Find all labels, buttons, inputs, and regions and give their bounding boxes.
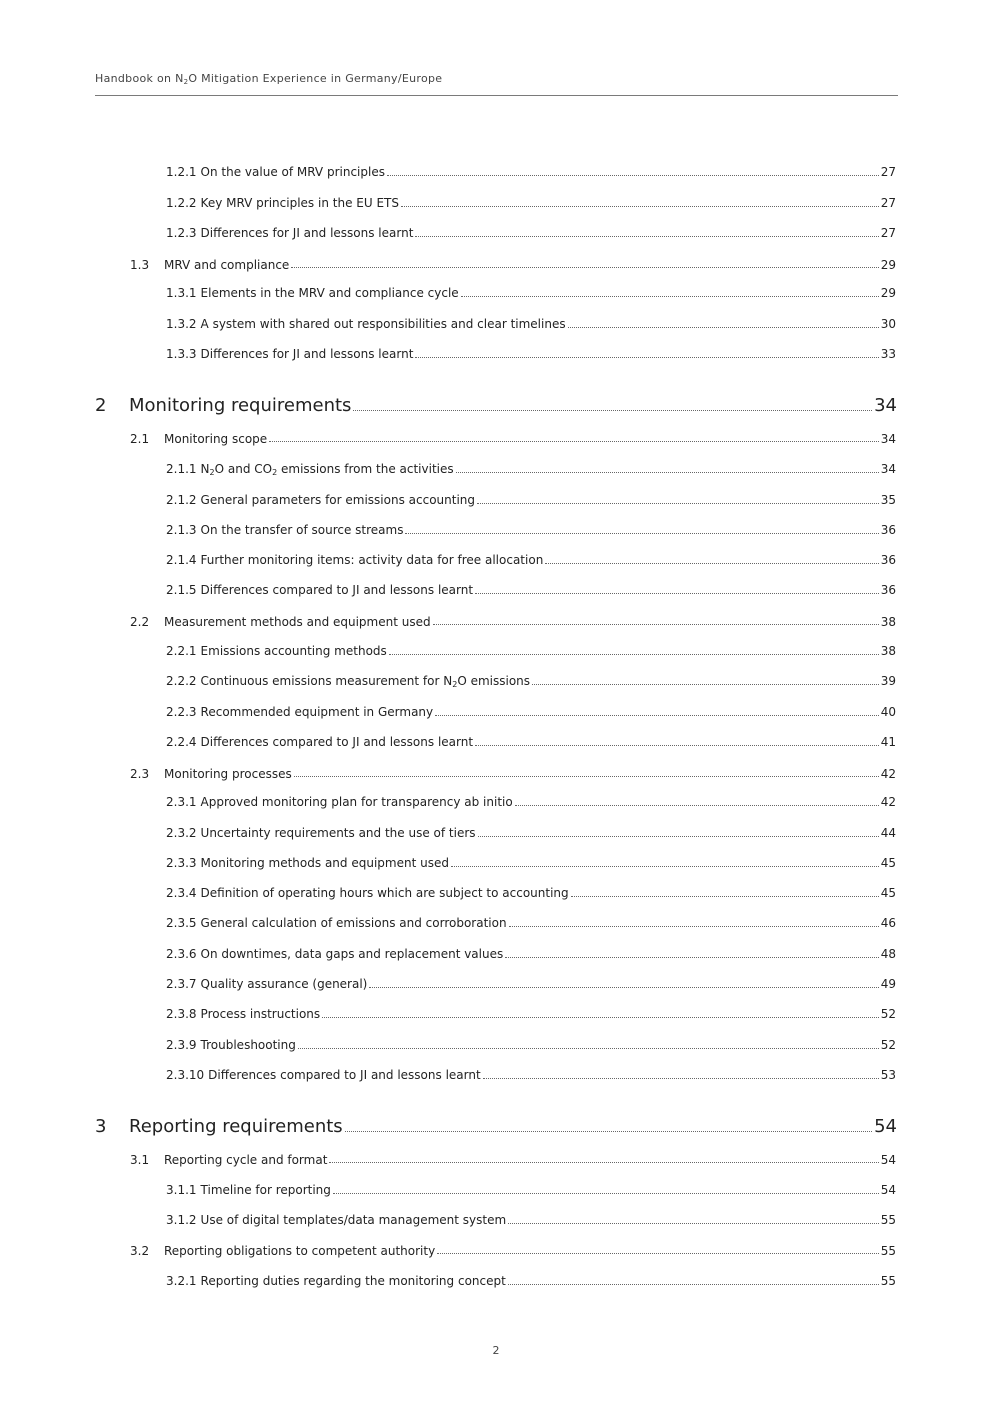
- toc-entry-title: On the transfer of source streams: [200, 523, 404, 537]
- toc-entry[interactable]: [166, 286, 896, 300]
- toc-entry-number: 1.2.3: [166, 226, 197, 240]
- toc-entry-page: 39: [880, 674, 896, 688]
- toc-entry[interactable]: [130, 1153, 896, 1167]
- toc-entry[interactable]: [95, 1116, 897, 1137]
- toc-entry-title: [201, 674, 530, 688]
- toc-entry-page: 30: [880, 317, 896, 331]
- toc-entry-title: Differences compared to JI and lessons learnt: [200, 583, 474, 597]
- toc-entry[interactable]: [130, 1244, 896, 1258]
- toc-entry[interactable]: [130, 258, 896, 272]
- toc-entry-label: [166, 583, 473, 597]
- toc-entry-title: Monitoring methods and equipment used: [200, 856, 449, 870]
- toc-entry-number: 1.3.1: [166, 286, 197, 300]
- toc-entry-page: 36: [880, 583, 896, 597]
- toc-entry-title: Differences for JI and lessons learnt: [200, 226, 414, 240]
- toc-entry-number: 2.3.4: [166, 886, 197, 900]
- toc-entry-label: [166, 795, 513, 809]
- toc-entry-title: Reporting requirements: [129, 1116, 343, 1137]
- toc-entry-page: 54: [880, 1183, 896, 1197]
- toc-entry-page: 29: [880, 286, 896, 300]
- toc-leader-dots: [415, 235, 878, 237]
- toc-entry-number: 2.3.10: [166, 1068, 205, 1082]
- toc-entry-page: 40: [880, 705, 896, 719]
- toc-entry-label: [166, 1183, 331, 1197]
- toc-entry-title: On downtimes, data gaps and replacement values: [200, 947, 504, 961]
- toc-entry-title-part: Continuous emissions measurement for N: [200, 674, 453, 688]
- toc-entry-number: 2.3.7: [166, 977, 197, 991]
- toc-entry-title: Reporting obligations to competent authority: [164, 1244, 436, 1258]
- toc-entry[interactable]: [166, 674, 896, 688]
- toc-entry-title: Differences for JI and lessons learnt: [200, 347, 414, 361]
- toc-entry-title: Monitoring scope: [164, 432, 268, 446]
- toc-entry-title: MRV and compliance: [164, 258, 290, 272]
- toc-entry-title: Measurement methods and equipment used: [164, 615, 431, 629]
- toc-leader-dots: [437, 1252, 879, 1254]
- toc-entry-number: 2.3.3: [166, 856, 197, 870]
- toc-entry-title: Differences compared to JI and lessons learnt: [208, 1068, 481, 1082]
- toc-entry[interactable]: [166, 795, 896, 809]
- toc-entry-label: [166, 916, 507, 930]
- header-title-part: O Mitigation Experience in Germany/Europe: [188, 72, 443, 85]
- toc-entry-number: 2.1.3: [166, 523, 197, 537]
- toc-entry[interactable]: [166, 1038, 896, 1052]
- toc-leader-dots: [509, 925, 879, 927]
- toc-entry-label: [166, 286, 459, 300]
- toc-entry-number: 2.3.2: [166, 826, 197, 840]
- toc-leader-dots: [389, 653, 879, 655]
- toc-entry[interactable]: [166, 977, 896, 991]
- toc-entry-title: Differences compared to JI and lessons learnt: [200, 735, 474, 749]
- toc-entry[interactable]: [166, 705, 896, 719]
- toc-entry-number: 1.2.2: [166, 196, 197, 210]
- toc-entry-label: [166, 553, 543, 567]
- toc-entry-label: [166, 1213, 506, 1227]
- toc-entry[interactable]: [166, 583, 896, 597]
- toc-entry-title-part: O emissions: [457, 674, 531, 688]
- toc-entry-number: 3.1: [130, 1153, 150, 1167]
- toc-entry-page: 45: [880, 856, 896, 870]
- toc-entry-page: 55: [880, 1244, 896, 1258]
- toc-entry-title-part: N: [200, 462, 210, 476]
- toc-entry-label: [166, 462, 454, 476]
- toc-entry-number: 3.1.1: [166, 1183, 197, 1197]
- toc-entry-label: [166, 165, 385, 179]
- toc-entry[interactable]: [166, 226, 896, 240]
- toc-entry[interactable]: [166, 916, 896, 930]
- toc-entry-number: 3: [95, 1116, 107, 1137]
- toc-leader-dots: [433, 623, 879, 625]
- toc-leader-dots: [515, 804, 879, 806]
- toc-entry-number: 3.2.1: [166, 1274, 197, 1288]
- toc-entry-title: Quality assurance (general): [200, 977, 368, 991]
- toc-entry-title: Elements in the MRV and compliance cycle: [200, 286, 459, 300]
- toc-entry[interactable]: [166, 1213, 896, 1227]
- toc-entry-title-subscript: 2: [272, 468, 278, 477]
- toc-entry-page: 33: [880, 347, 896, 361]
- toc-entry-number: 2.2: [130, 615, 150, 629]
- toc-entry[interactable]: [166, 1068, 896, 1082]
- toc-entry-title: Uncertainty requirements and the use of tiers: [200, 826, 476, 840]
- toc-entry-label: [166, 196, 399, 210]
- toc-entry[interactable]: [166, 1007, 896, 1021]
- toc-entry[interactable]: [166, 1183, 896, 1197]
- toc-entry-label: [166, 735, 473, 749]
- toc-entry-number: 1.3: [130, 258, 150, 272]
- toc-entry[interactable]: [166, 317, 896, 331]
- toc-entry-title: Troubleshooting: [200, 1038, 296, 1052]
- toc-entry-number: 1.3.3: [166, 347, 197, 361]
- toc-leader-dots: [415, 356, 878, 358]
- toc-entry[interactable]: [166, 493, 896, 507]
- toc-leader-dots: [298, 1047, 879, 1049]
- toc-entry-page: 41: [880, 735, 896, 749]
- toc-entry-label: [166, 1038, 296, 1052]
- header-rule: [95, 95, 898, 96]
- toc-entry[interactable]: [130, 767, 896, 781]
- toc-leader-dots: [508, 1222, 879, 1224]
- page-number: 2: [492, 1344, 500, 1357]
- toc-entry-label: [166, 226, 413, 240]
- toc-entry-number: 1.2.1: [166, 165, 197, 179]
- toc-leader-dots: [387, 174, 879, 176]
- toc-entry[interactable]: [130, 432, 896, 446]
- toc-entry-title: General parameters for emissions accounting: [200, 493, 476, 507]
- toc-entry-number: 2.1.1: [166, 462, 197, 476]
- toc-entry-title-subscript: 2: [452, 680, 458, 689]
- toc-entry-label: [166, 977, 367, 991]
- toc-entry-label: [166, 1274, 506, 1288]
- toc-entry-number: 2.3.5: [166, 916, 197, 930]
- toc-entry[interactable]: [130, 615, 896, 629]
- toc-entry-number: 2.1.2: [166, 493, 197, 507]
- toc-leader-dots: [322, 1016, 879, 1018]
- toc-entry-number: 3.1.2: [166, 1213, 197, 1227]
- toc-leader-dots: [475, 744, 879, 746]
- toc-leader-dots: [329, 1161, 878, 1163]
- header-title-subscript: 2: [183, 78, 189, 86]
- toc-entry-number: 2.1: [130, 432, 150, 446]
- toc-entry-label: [166, 1007, 320, 1021]
- toc-leader-dots: [401, 205, 879, 207]
- toc-entry-number: 2.1.4: [166, 553, 197, 567]
- toc-entry-title: Key MRV principles in the EU ETS: [200, 196, 399, 210]
- toc-entry-number: 2.3: [130, 767, 150, 781]
- toc-entry-title: Monitoring requirements: [129, 395, 352, 416]
- toc-leader-dots: [451, 865, 879, 867]
- toc-leader-dots: [294, 775, 879, 777]
- toc-entry-title: Timeline for reporting: [200, 1183, 331, 1197]
- toc-entry-page: 34: [880, 462, 896, 476]
- toc-entry-page: 44: [880, 826, 896, 840]
- toc-entry-title-part: emissions from the activities: [277, 462, 454, 476]
- toc-leader-dots: [483, 1077, 879, 1079]
- toc-entry-page: 52: [880, 1038, 896, 1052]
- toc-entry-label: [166, 856, 449, 870]
- toc-entry-title: Monitoring processes: [164, 767, 292, 781]
- toc-entry-page: 34: [880, 432, 896, 446]
- toc-entry-label: [166, 1068, 481, 1082]
- toc-entry[interactable]: [95, 395, 897, 416]
- toc-entry-page: 29: [880, 258, 896, 272]
- toc-entry-title-subscript: 2: [209, 468, 215, 477]
- toc-entry-label: [166, 644, 387, 658]
- toc-entry-page: 54: [880, 1153, 896, 1167]
- toc-entry[interactable]: [166, 856, 896, 870]
- toc-entry-title: Reporting duties regarding the monitoring concept: [200, 1274, 506, 1288]
- toc-entry-label: [166, 523, 403, 537]
- toc-entry-number: 2.2.1: [166, 644, 197, 658]
- toc-entry-title: [201, 462, 454, 476]
- toc-entry-page: 27: [880, 196, 896, 210]
- toc-entry[interactable]: [166, 735, 896, 749]
- toc-entry-page: 52: [880, 1007, 896, 1021]
- toc-entry-title: General calculation of emissions and corroboration: [200, 916, 507, 930]
- header-title-part: Handbook on N: [95, 72, 184, 85]
- toc-entry[interactable]: [166, 644, 896, 658]
- toc-entry-title: Emissions accounting methods: [200, 644, 387, 658]
- toc-entry[interactable]: [166, 553, 896, 567]
- toc-leader-dots: [369, 986, 878, 988]
- toc-leader-dots: [456, 471, 879, 473]
- toc-leader-dots: [291, 266, 878, 268]
- toc-entry-number: 2.3.8: [166, 1007, 197, 1021]
- toc-entry-page: 46: [880, 916, 896, 930]
- toc-leader-dots: [478, 835, 879, 837]
- toc-entry-page: 27: [880, 165, 896, 179]
- toc-leader-dots: [505, 956, 878, 958]
- toc-entry[interactable]: [166, 196, 896, 210]
- toc-entry-page: 53: [880, 1068, 896, 1082]
- toc-leader-dots: [461, 295, 879, 297]
- toc-entry[interactable]: [166, 347, 896, 361]
- toc-entry-page: 27: [880, 226, 896, 240]
- toc-entry[interactable]: [166, 886, 896, 900]
- toc-entry-page: 55: [880, 1274, 896, 1288]
- toc-entry[interactable]: [166, 1274, 896, 1288]
- toc-entry-label: [166, 826, 476, 840]
- toc-entry-title: Recommended equipment in Germany: [200, 705, 434, 719]
- toc-entry-title: Process instructions: [200, 1007, 321, 1021]
- toc-leader-dots: [508, 1283, 879, 1285]
- toc-leader-dots: [545, 562, 878, 564]
- toc-entry-title: Approved monitoring plan for transparency ab initio: [200, 795, 513, 809]
- toc-entry-label: [166, 886, 569, 900]
- toc-entry-page: 54: [874, 1116, 897, 1137]
- toc-entry-page: 55: [880, 1213, 896, 1227]
- toc-leader-dots: [345, 1130, 872, 1132]
- toc-leader-dots: [532, 683, 879, 685]
- toc-entry[interactable]: [166, 165, 896, 179]
- toc-entry-page: 34: [874, 395, 897, 416]
- toc-entry-page: 36: [880, 553, 896, 567]
- toc-entry-number: 2.3.9: [166, 1038, 197, 1052]
- toc-entry[interactable]: [166, 462, 896, 476]
- toc-entry-label: [166, 493, 475, 507]
- toc-entry[interactable]: [166, 947, 896, 961]
- toc-entry-number: 2.3.6: [166, 947, 197, 961]
- toc-entry-page: 42: [880, 795, 896, 809]
- toc-entry-number: 2.2.3: [166, 705, 197, 719]
- toc-leader-dots: [571, 895, 879, 897]
- toc-entry-title: Further monitoring items: activity data for free allocation: [200, 553, 544, 567]
- toc-entry-title: A system with shared out responsibilities and clear timelines: [200, 317, 566, 331]
- toc-entry-page: 38: [880, 615, 896, 629]
- toc-leader-dots: [333, 1192, 879, 1194]
- toc-entry-title: On the value of MRV principles: [200, 165, 385, 179]
- running-header: [95, 72, 442, 85]
- toc-entry[interactable]: [166, 523, 896, 537]
- toc-entry-label: [166, 705, 433, 719]
- toc-entry[interactable]: [166, 826, 896, 840]
- toc-leader-dots: [435, 714, 879, 716]
- toc-entry-number: 2.3.1: [166, 795, 197, 809]
- toc-entry-number: 2.1.5: [166, 583, 197, 597]
- toc-entry-title-part: O and CO: [214, 462, 273, 476]
- toc-leader-dots: [353, 409, 872, 411]
- toc-entry-number: 2.2.4: [166, 735, 197, 749]
- toc-entry-label: [166, 947, 503, 961]
- toc-entry-number: 3.2: [130, 1244, 150, 1258]
- toc-entry-page: 35: [880, 493, 896, 507]
- toc-leader-dots: [405, 532, 878, 534]
- toc-entry-label: [166, 317, 566, 331]
- toc-entry-title: Definition of operating hours which are subject to accounting: [200, 886, 569, 900]
- toc-entry-title: Use of digital templates/data management system: [200, 1213, 507, 1227]
- toc-leader-dots: [568, 326, 879, 328]
- toc-entry-number: 2: [95, 395, 107, 416]
- toc-entry-page: 38: [880, 644, 896, 658]
- toc-entry-page: 48: [880, 947, 896, 961]
- toc-leader-dots: [475, 592, 879, 594]
- toc-entry-page: 42: [880, 767, 896, 781]
- toc-entry-label: [166, 674, 530, 688]
- toc-leader-dots: [269, 440, 879, 442]
- toc-leader-dots: [477, 502, 879, 504]
- toc-entry-page: 36: [880, 523, 896, 537]
- toc-entry-title: Reporting cycle and format: [164, 1153, 328, 1167]
- toc-entry-page: 45: [880, 886, 896, 900]
- toc-entry-page: 49: [880, 977, 896, 991]
- toc-entry-label: [166, 347, 413, 361]
- toc-entry-number: 2.2.2: [166, 674, 197, 688]
- toc-entry-number: 1.3.2: [166, 317, 197, 331]
